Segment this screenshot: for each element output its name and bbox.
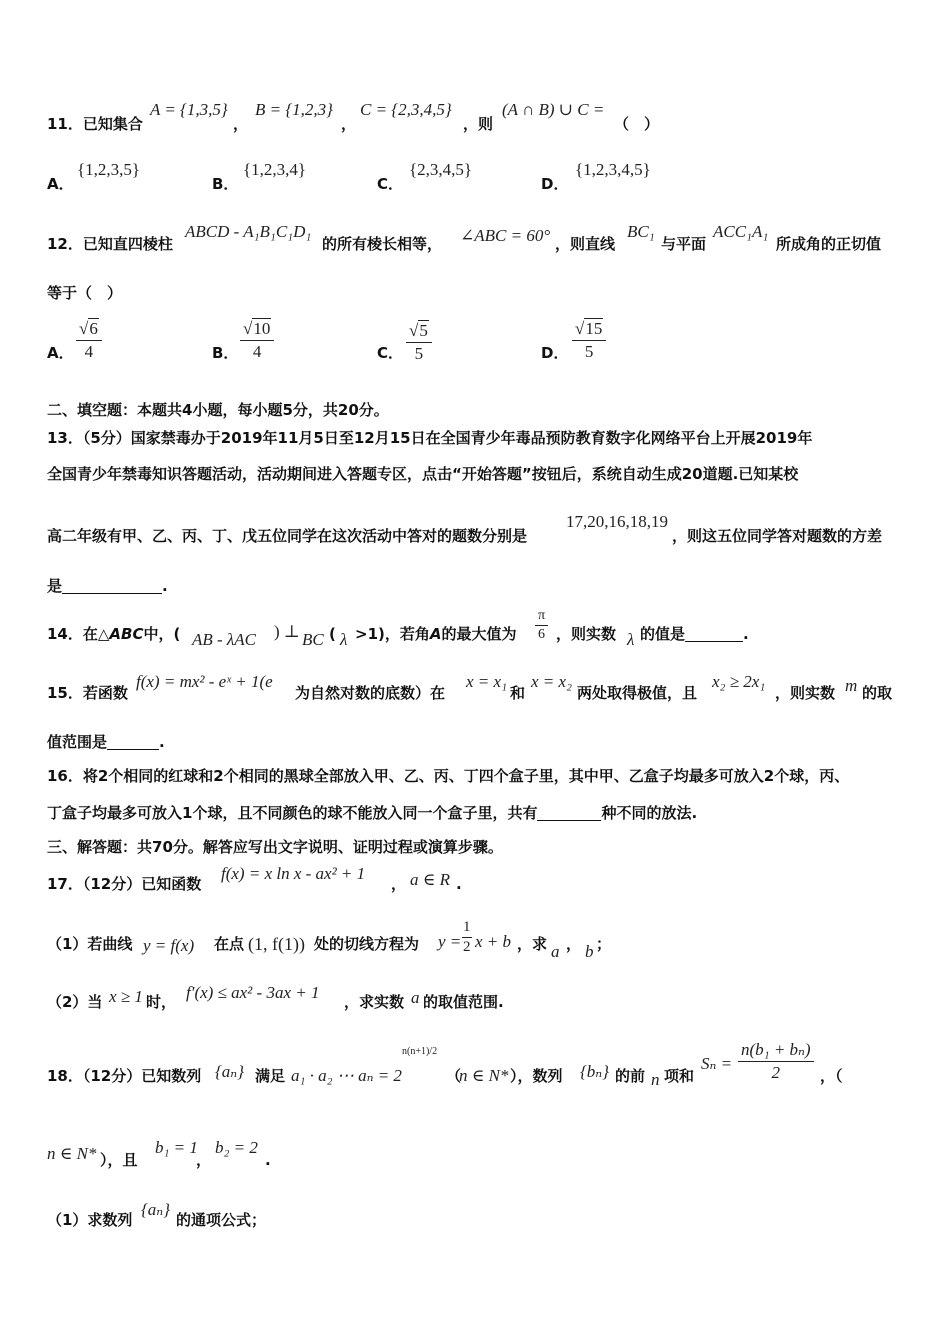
q17-half-den: 2 — [463, 939, 471, 955]
q11-expression: (A ∩ B) ∪ C = — [502, 100, 605, 119]
q18-exponent: n(n+1)/2 — [402, 1046, 438, 1057]
q15-end: . — [159, 733, 165, 751]
q12-option-b-denominator: 4 — [252, 342, 262, 361]
q18-part1: （1）求数列 — [47, 1211, 133, 1229]
q18-sn-fraction — [738, 1039, 814, 1084]
q12-prism: ABCD - A₁B₁C₁D₁ — [185, 222, 312, 241]
q12-option-d-denominator: 5 — [584, 342, 594, 361]
section-fill-in-heading: 二、填空题：本题共4小题，每小题5分，共20分。 — [47, 401, 389, 419]
q18-text-c: （ — [446, 1067, 462, 1085]
q17-part2: （2）当 — [47, 993, 103, 1011]
q17-stem: 17．（12分）已知函数 — [47, 875, 202, 893]
q18-seq-a: {aₙ} — [215, 1062, 244, 1081]
q14-stem — [47, 624, 180, 644]
q18-text-g: ，（ — [820, 1067, 843, 1085]
q14-pi-over-6 — [535, 607, 548, 644]
q15-text-g: 的取 — [862, 684, 893, 702]
q11-option-a-label: A． — [47, 175, 74, 193]
q11-sep1: ， — [233, 115, 249, 133]
q13-line2: 全国青少年禁毒知识答题活动，活动期间进入答题专区，点击“开始答题”按钮后，系统自动生成20道题.已知某校 — [47, 465, 799, 483]
q14-six: 6 — [538, 627, 546, 642]
q16-line2-end: 种不同的放法. — [601, 804, 698, 822]
q11-option-c-value: {2,3,4,5} — [409, 160, 473, 179]
q12-option-c-radicand: 5 — [419, 321, 428, 340]
q11-set-c: C = {2,3,4,5} — [360, 100, 452, 119]
q12-option-b-fraction: $\frac{√10}{4}$ — [240, 318, 274, 363]
q17-comma: ， — [391, 875, 407, 893]
q15-function: f(x) = mx² - eˣ + 1(e — [136, 672, 273, 691]
q12-option-c-denominator: 5 — [414, 344, 424, 363]
q15-continuation — [47, 732, 165, 752]
q12-option-b-radicand: 10 — [253, 319, 271, 338]
q17-p1-text-e: ， — [566, 935, 582, 953]
q12-text3: 与平面 — [661, 235, 707, 253]
q13-line1: 13．（5分）国家禁毒办于2019年11月5日至12月15日在全国青少年毒品预防教育数字化网络平台上开展2019年 — [47, 429, 813, 447]
q17-part1: （1）若曲线 — [47, 935, 133, 953]
q13-line3 — [47, 526, 527, 546]
q14-answer-blank[interactable] — [685, 625, 743, 642]
q17-half — [462, 918, 472, 957]
q12-line: BC₁ — [627, 222, 655, 241]
q18-line2-text-b: ），且 — [100, 1151, 138, 1169]
q13-data: 17,20,16,18,19 — [566, 512, 668, 531]
q14-text-g-inner: 的值是 — [640, 625, 686, 643]
q17-tangent-y: y = — [438, 932, 462, 951]
q16-line2 — [47, 803, 697, 823]
q17-a-in-r: a ∈ R — [410, 870, 450, 889]
q12-plane: ACC₁A₁ — [713, 222, 769, 241]
q14-text-d — [355, 624, 517, 644]
q12-number: 12． — [47, 235, 83, 253]
q17-derivative-inequality: f′(x) ≤ ax² - 3ax + 1 — [186, 983, 320, 1002]
q17-p2-text-c: ，求实数 — [344, 993, 405, 1011]
q12-lead: 已知直四棱柱 — [82, 235, 173, 253]
q11-option-d-value: {1,2,3,4,5} — [575, 160, 651, 179]
q13-line4 — [47, 576, 168, 596]
q18-n: n — [651, 1070, 660, 1089]
q11-set-b: B = {1,2,3} — [255, 100, 333, 119]
q18-sn-den: 2 — [771, 1063, 781, 1082]
q16-line1: 16．将2个相同的红球和2个相同的黑球全部放入甲、乙、丙、丁四个盒子里，其中甲、乙盒子均最多可放入2个球，丙、 — [47, 767, 850, 785]
q18-line2-text-d: . — [265, 1151, 271, 1169]
q15-m: m — [845, 676, 858, 695]
q14-vector-bc: BC — [302, 630, 324, 649]
q14-text-d-inner: >1)，若角 — [355, 625, 430, 643]
q12-option-a-radicand: 6 — [89, 319, 98, 338]
q16-answer-blank[interactable] — [537, 804, 601, 821]
q18-sn: Sₙ = — [701, 1054, 733, 1073]
q12-continuation: 等于（ ） — [47, 284, 123, 302]
q17-p2-text-b: 时， — [146, 993, 177, 1011]
q13-answer-blank[interactable] — [62, 577, 162, 594]
q11-option-b-value: {1,2,3,4} — [243, 160, 307, 179]
q12-option-d-label: D． — [541, 344, 569, 362]
q12-option-b-label: B． — [212, 344, 239, 362]
q18-stem: 18．（12分）已知数列 — [47, 1067, 202, 1085]
q17-p1-text-d: ，求 — [517, 935, 548, 953]
q18-product: a₁ · a₂ ⋯ aₙ = 2 — [291, 1066, 402, 1085]
q17-tangent-rest: x + b — [475, 932, 512, 951]
q12-text2: ，则直线 — [555, 235, 616, 253]
q14-vector-expr: AB - λAC — [192, 630, 257, 649]
q16-line2-text: 丁盒子均最多可放入1个球，且不同颜色的球不能放入同一个盒子里，共有 — [47, 804, 538, 822]
q17-var-a: a — [551, 942, 560, 961]
q15-text-e: ，则实数 — [775, 684, 836, 702]
q14-paren: ( — [329, 625, 336, 643]
q13-line4-text: 是 — [47, 577, 63, 595]
q17-var-a2: a — [411, 988, 420, 1007]
q13-line3-end: ，则这五位同学答对题数的方差 — [672, 527, 883, 545]
q17-half-num: 1 — [462, 918, 472, 938]
q15-text-d: 两处取得极值，且 — [577, 684, 698, 702]
q12-angle: ∠ABC = 60° — [460, 226, 551, 245]
q11-option-d-label: D． — [541, 175, 569, 193]
q14-text-e: 的最大值为 — [441, 625, 517, 643]
q11-option-a-value: {1,2,3,5} — [77, 160, 141, 179]
section-solutions-heading: 三、解答题：共70分。解答应写出文字说明、证明过程或演算步骤。 — [47, 838, 503, 856]
q17-function: f(x) = x ln x - ax² + 1 — [221, 864, 366, 883]
q14-lambda: λ — [340, 630, 348, 649]
q14-lambda2: λ — [627, 630, 635, 649]
q14-text-a: 14．在△ — [47, 625, 110, 643]
q15-text-c: 和 — [510, 684, 526, 702]
q17-var-b: b — [585, 942, 594, 961]
q18-text-b: 满足 — [255, 1067, 286, 1085]
q18-seq-b: {bₙ} — [580, 1062, 609, 1081]
q13-line3-text: 高二年级有甲、乙、丙、丁、戊五位同学在这次活动中答对的题数分别是 — [47, 527, 528, 545]
q12-stem — [47, 234, 173, 254]
q17-p2-text-d: 的取值范围. — [423, 993, 504, 1011]
q11-sep2: ， — [341, 115, 357, 133]
q12-option-c-fraction: $\frac{√5}{5}$ — [406, 320, 432, 365]
q11-number: 11． — [47, 115, 83, 133]
q18-text-f: 项和 — [664, 1067, 695, 1085]
q14-triangle: ABC — [109, 625, 144, 643]
q12-option-a-fraction: $\frac{√6}{4}$ — [76, 318, 102, 363]
q15-stem: 15．若函数 — [47, 684, 128, 702]
q18-part1-text-b: 的通项公式； — [176, 1211, 267, 1229]
q12-option-a-label: A． — [47, 344, 74, 362]
q12-option-c-label: C． — [377, 344, 404, 362]
q12-text1: 的所有棱长相等， — [322, 235, 443, 253]
q12-option-a-denominator: 4 — [84, 342, 94, 361]
q18-text-e: 的前 — [615, 1067, 646, 1085]
q17-curve: y = f(x) — [143, 936, 195, 955]
q15-text-b: 为自然对数的底数）在 — [295, 684, 446, 702]
q13-line4-end: . — [162, 577, 168, 595]
q11-stem — [47, 114, 143, 134]
q11-option-c-label: C． — [377, 175, 404, 193]
q18-line2-n-in-n: n ∈ N* — [47, 1144, 97, 1163]
q18-n-in-n: n ∈ N* — [459, 1066, 509, 1085]
q14-angle-a: A — [429, 625, 442, 643]
q18-text-d: ），数列 — [510, 1067, 563, 1085]
q15-x2: x = x₂ — [531, 672, 572, 691]
q17-p1-text-b: 在点 — [214, 935, 245, 953]
q17-condition: x ≥ 1 — [109, 987, 143, 1006]
q18-line2-text-c: ， — [196, 1151, 212, 1169]
q18-b1: b₁ = 1 — [155, 1138, 198, 1157]
q14-perp: ) ⊥ — [274, 622, 300, 641]
q18-b2: b₂ = 2 — [215, 1138, 258, 1157]
q14-end: . — [743, 625, 749, 643]
q15-answer-blank[interactable] — [107, 733, 159, 750]
q15-cont-text: 值范围是 — [47, 733, 108, 751]
q15-x1: x = x₁ — [466, 672, 507, 691]
q11-set-a: A = {1,3,5} — [150, 100, 228, 119]
q17-point: (1, f(1)) — [248, 934, 305, 954]
q14-text-f: ，则实数 — [556, 625, 617, 643]
q11-lead: 已知集合 — [82, 115, 143, 133]
q17-p1-text-f: ； — [596, 935, 612, 953]
q14-text-b: 中，( — [143, 625, 181, 643]
q18-part1-seq-a: {aₙ} — [141, 1200, 170, 1219]
q11-answer-paren: （ ） — [614, 115, 660, 133]
q14-text-g — [640, 624, 749, 644]
q14-pi: π — [535, 607, 548, 626]
q18-sn-num: n(b₁ + bₙ) — [738, 1039, 814, 1062]
q12-text4: 所成角的正切值 — [776, 235, 882, 253]
q11-option-b-label: B． — [212, 175, 239, 193]
q17-period: . — [456, 875, 462, 893]
q15-inequality: x₂ ≥ 2x₁ — [712, 672, 766, 691]
q12-option-d-fraction: $\frac{√15}{5}$ — [572, 318, 606, 363]
q12-option-d-radicand: 15 — [585, 319, 603, 338]
q11-then: ，则 — [463, 115, 494, 133]
q17-p1-text-c: 处的切线方程为 — [314, 935, 420, 953]
